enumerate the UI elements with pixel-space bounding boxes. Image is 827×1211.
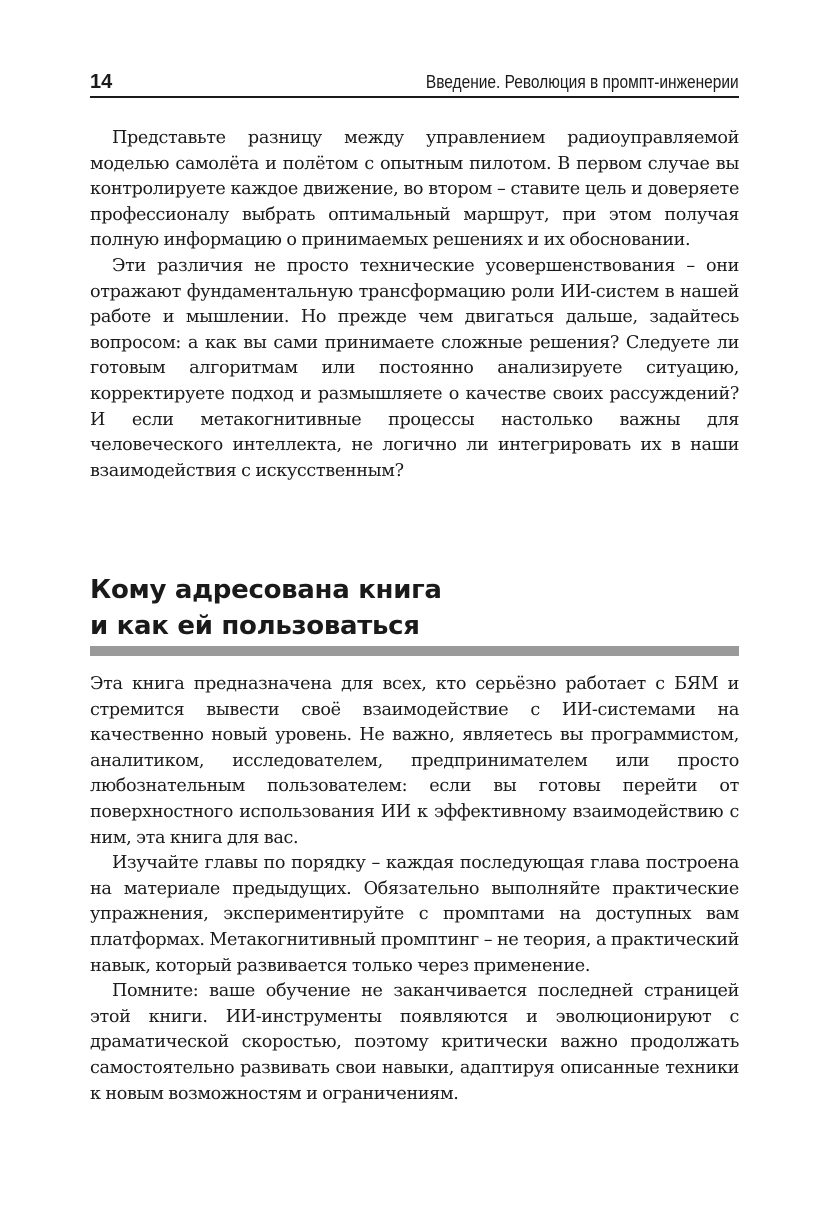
section-text xyxy=(90,672,739,1107)
section-heading-rule xyxy=(90,646,739,656)
running-title: Введение. Революция в промпт-инженерии xyxy=(426,72,739,92)
section-heading xyxy=(90,572,739,644)
section-heading-line-1: Кому адресована книга xyxy=(90,575,442,605)
paragraph: Представьте разницу между управлением радиоуправляемой моделью самолёта и полётом с опытным пилотом. В первом случае вы контролируете каждое движение, во втором – ставите цель и доверяете профессионалу выбрать оптимальный маршрут, при этом получая полную информацию о принимаемых решениях и их обосновании. xyxy=(90,128,739,251)
paragraph: Эта книга предназначена для всех, кто серьёзно работает с БЯМ и стремится вывести своё взаимодействие с ИИ-системами на качественно новый уровень. Не важно, являетесь вы программистом, аналитиком, исследователем, предпринимателем или просто любознательным пользователем: если вы готовы перейти от поверхностного использования ИИ к эффективному взаимодействию с ним, эта книга для вас. xyxy=(90,674,739,848)
page-header xyxy=(90,64,739,98)
intro-text xyxy=(90,126,739,484)
paragraph: Изучайте главы по порядку – каждая последующая глава построена на материале предыдущих. Обязательно выполняйте практические упражнения, экспериментируйте с промптами на доступных вам платформах. Метакогнитивный промптинг – не теория, а практический навык, который развивается только через применение. xyxy=(90,853,739,976)
paragraph: Эти различия не просто технические усовершенствования – они отражают фундаментальную трансформацию роли ИИ-систем в нашей работе и мышлении. Но прежде чем двигаться дальше, задайтесь вопросом: а как вы сами принимаете сложные решения? Следуете ли готовым алгоритмам или постоянно анализируете ситуацию, корректируете подход и размышляете о качестве своих рассуждений? И если метакогнитивные процессы настолько важны для человеческого интеллекта, не логично ли интегрировать их в наши взаимодействия с искусственным? xyxy=(90,255,739,481)
page-number: 14 xyxy=(90,71,113,93)
section-heading-line-2: и как ей пользоваться xyxy=(90,611,420,641)
paragraph: Помните: ваше обучение не заканчивается последней страницей этой книги. ИИ-инструменты появляются и эволюционируют с драматической скоростью, поэтому критически важно продолжать самостоятельно развивать свои навыки, адаптируя описанные техники к новым возможностям и ограничениям. xyxy=(90,981,739,1104)
